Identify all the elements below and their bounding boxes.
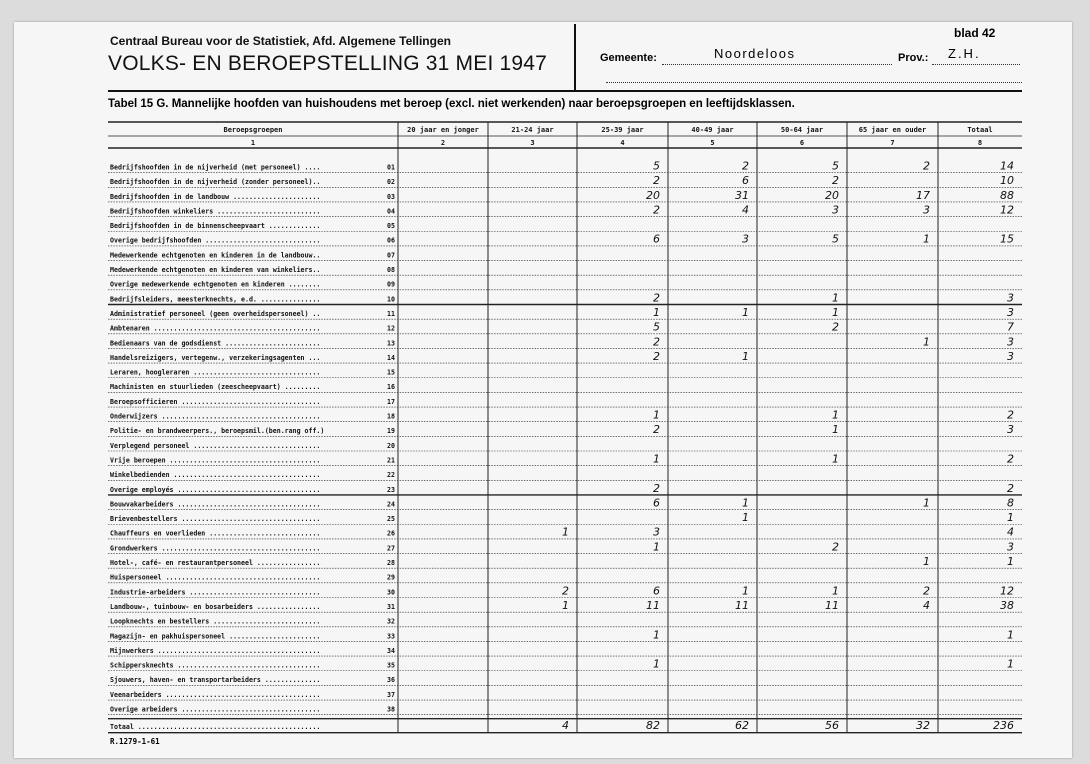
column-number: 4 bbox=[620, 139, 625, 147]
row-label: Loopknechts en bestellers ........................... bbox=[110, 617, 321, 626]
row-number: 08 bbox=[387, 266, 395, 274]
row-label: Bouwvakarbeiders .................................... bbox=[110, 500, 321, 509]
handwritten-value: 17 bbox=[916, 188, 930, 202]
row-number: 22 bbox=[387, 471, 395, 480]
handwritten-value: 10 bbox=[1000, 174, 1014, 188]
handwritten-value: 1 bbox=[653, 408, 660, 422]
handwritten-value: 1 bbox=[742, 511, 749, 525]
total-value: 62 bbox=[735, 719, 749, 733]
row-number: 17 bbox=[387, 397, 395, 406]
handwritten-value: 2 bbox=[742, 159, 749, 173]
handwritten-value: 2 bbox=[832, 174, 839, 188]
handwritten-value: 4 bbox=[742, 203, 749, 217]
row-number: 05 bbox=[387, 222, 395, 231]
gemeente-value: Noordeloos bbox=[714, 46, 796, 61]
handwritten-value: 1 bbox=[832, 584, 839, 598]
handwritten-value: 3 bbox=[1007, 305, 1014, 319]
handwritten-value: 1 bbox=[742, 496, 749, 510]
handwritten-value: 12 bbox=[1000, 584, 1014, 598]
gemeente-label: Gemeente: bbox=[600, 52, 657, 64]
handwritten-value: 5 bbox=[832, 159, 839, 173]
handwritten-value: 2 bbox=[1007, 408, 1014, 422]
row-number: 04 bbox=[387, 207, 395, 216]
handwritten-value: 11 bbox=[735, 598, 749, 612]
handwritten-value: 2 bbox=[1007, 452, 1014, 466]
handwritten-value: 4 bbox=[1007, 525, 1014, 539]
handwritten-value: 3 bbox=[1007, 335, 1014, 349]
handwritten-value: 2 bbox=[923, 584, 930, 598]
row-number: 32 bbox=[387, 617, 395, 626]
handwritten-value: 1 bbox=[832, 291, 839, 305]
row-number: 38 bbox=[387, 705, 395, 714]
handwritten-value: 1 bbox=[562, 525, 569, 539]
province-value: Z.H. bbox=[948, 46, 981, 61]
handwritten-value: 1 bbox=[923, 232, 930, 246]
row-label: Onderwijzers ........................................ bbox=[110, 412, 321, 421]
handwritten-value: 1 bbox=[742, 305, 749, 319]
row-label: Medewerkende echtgenoten en kinderen van winkeliers.. bbox=[110, 266, 321, 274]
page-number: blad 42 bbox=[954, 26, 996, 40]
row-label: Overige arbeiders ................................... bbox=[110, 705, 321, 714]
row-number: 15 bbox=[387, 368, 395, 377]
row-label: Handelsreizigers, vertegenw., verzekeringsagenten ... bbox=[110, 353, 321, 362]
total-value: 4 bbox=[562, 719, 569, 733]
row-label: Huispersoneel ....................................... bbox=[110, 573, 321, 582]
handwritten-value: 2 bbox=[653, 291, 660, 305]
column-number: 1 bbox=[250, 139, 256, 147]
form-title: VOLKS- EN BEROEPSTELLING 31 MEI 1947 bbox=[108, 52, 548, 75]
row-number: 20 bbox=[387, 441, 395, 450]
handwritten-value: 15 bbox=[1000, 232, 1014, 246]
row-label: Beroepsofficieren ................................... bbox=[110, 397, 321, 406]
row-number: 36 bbox=[387, 676, 395, 685]
row-number: 35 bbox=[387, 661, 395, 670]
census-form-sheet bbox=[14, 22, 1072, 758]
row-label: Leraren, hoogleraren ................................ bbox=[110, 368, 321, 377]
handwritten-value: 3 bbox=[832, 203, 839, 217]
row-label: Overige employés .................................... bbox=[110, 485, 321, 494]
row-label: Chauffeurs en voerlieden ............................ bbox=[110, 529, 321, 538]
handwritten-value: 20 bbox=[825, 188, 839, 202]
row-number: 34 bbox=[387, 646, 395, 655]
row-label: Medewerkende echtgenoten en kinderen in de landbouw.. bbox=[110, 251, 321, 260]
row-number: 24 bbox=[387, 500, 395, 509]
handwritten-value: 3 bbox=[653, 525, 660, 539]
column-number: 2 bbox=[440, 139, 446, 147]
handwritten-value: 3 bbox=[923, 203, 930, 217]
handwritten-value: 11 bbox=[646, 598, 660, 612]
handwritten-value: 14 bbox=[1000, 159, 1014, 173]
handwritten-value: 1 bbox=[1007, 555, 1014, 568]
row-label: Hotel-, café- en restaurantpersoneel ................ bbox=[110, 559, 321, 567]
handwritten-value: 2 bbox=[653, 203, 660, 217]
row-label: Machinisten en stuurlieden (zeescheepvaart) ......... bbox=[110, 383, 321, 392]
row-number: 31 bbox=[387, 602, 395, 611]
handwritten-value: 3 bbox=[1007, 540, 1014, 554]
row-label: Industrie-arbeiders ................................. bbox=[110, 588, 321, 597]
handwritten-value: 2 bbox=[653, 174, 660, 188]
row-number: 37 bbox=[387, 690, 395, 699]
handwritten-value: 2 bbox=[653, 335, 660, 349]
province-label: Prov.: bbox=[898, 52, 929, 64]
handwritten-value: 1 bbox=[832, 305, 839, 319]
row-number: 30 bbox=[387, 588, 395, 597]
row-number: 28 bbox=[387, 559, 395, 567]
row-number: 01 bbox=[387, 163, 395, 172]
row-label: Overige bedrijfshoofden ............................. bbox=[110, 236, 321, 245]
handwritten-value: 12 bbox=[1000, 203, 1014, 217]
row-number: 11 bbox=[387, 309, 395, 318]
handwritten-value: 1 bbox=[1007, 657, 1014, 671]
row-label: Ambtenaren .......................................... bbox=[110, 324, 321, 333]
row-label: Bedienaars van de godsdienst ........................ bbox=[110, 339, 321, 348]
row-label: Brievenbestellers ................................... bbox=[110, 515, 321, 524]
handwritten-value: 3 bbox=[1007, 423, 1014, 437]
handwritten-value: 1 bbox=[653, 305, 660, 319]
row-number: 02 bbox=[387, 178, 395, 187]
table-title: Tabel 15 G. Mannelijke hoofden van huishoudens met beroep (excl. niet werkenden) naar beroepsgroepen en leeftijdsklassen. bbox=[108, 98, 795, 110]
row-number: 13 bbox=[387, 339, 395, 348]
handwritten-value: 6 bbox=[653, 496, 660, 510]
row-number: 21 bbox=[387, 456, 395, 465]
handwritten-value: 1 bbox=[742, 584, 749, 598]
handwritten-value: 4 bbox=[923, 598, 930, 612]
handwritten-value: 2 bbox=[653, 349, 660, 363]
row-number: 18 bbox=[387, 412, 395, 421]
row-label: Veenarbeiders ....................................... bbox=[110, 690, 321, 699]
row-number: 06 bbox=[387, 236, 395, 245]
column-header: 65 jaar en ouder bbox=[858, 126, 927, 134]
column-header: 40-49 jaar bbox=[691, 126, 734, 134]
handwritten-value: 6 bbox=[742, 174, 749, 188]
row-label: Bedrijfshoofden in de binnenscheepvaart ............. bbox=[110, 222, 321, 231]
handwritten-value: 11 bbox=[825, 598, 839, 612]
handwritten-value: 1 bbox=[832, 452, 839, 466]
column-number: 6 bbox=[799, 139, 805, 147]
handwritten-value: 2 bbox=[832, 540, 839, 554]
row-label: Winkelbedienden ..................................... bbox=[110, 471, 321, 480]
row-number: 26 bbox=[387, 529, 395, 538]
organization-name: Centraal Bureau voor de Statistiek, Afd. Algemene Tellingen bbox=[110, 34, 451, 48]
handwritten-value: 2 bbox=[653, 481, 660, 495]
row-label: Bedrijfshoofden in de nijverheid (met personeel) .... bbox=[110, 163, 321, 172]
handwritten-value: 88 bbox=[1000, 188, 1014, 202]
handwritten-value: 1 bbox=[832, 408, 839, 422]
column-header: 50-64 jaar bbox=[780, 126, 824, 134]
handwritten-value: 1 bbox=[653, 657, 660, 671]
column-number: 7 bbox=[890, 139, 895, 147]
row-label: Bedrijfshoofden winkeliers .......................... bbox=[110, 207, 321, 216]
handwritten-value: 6 bbox=[653, 584, 660, 598]
handwritten-value: 2 bbox=[923, 159, 930, 173]
handwritten-value: 1 bbox=[562, 598, 569, 612]
row-label: Mijnwerkers ......................................... bbox=[110, 646, 321, 655]
handwritten-value: 1 bbox=[832, 423, 839, 437]
form-code: R.1279-1-61 bbox=[110, 737, 160, 746]
handwritten-value: 5 bbox=[653, 159, 660, 173]
total-label: Totaal .............................................. bbox=[110, 723, 321, 732]
handwritten-value: 1 bbox=[1007, 628, 1014, 642]
row-number: 16 bbox=[387, 383, 395, 392]
handwritten-value: 3 bbox=[742, 232, 749, 246]
handwritten-value: 5 bbox=[653, 320, 660, 334]
row-number: 19 bbox=[387, 427, 395, 436]
row-number: 03 bbox=[387, 192, 395, 201]
row-label: Politie- en brandweerpers., beroepsmil.(ben.rang off.) bbox=[110, 427, 325, 436]
handwritten-value: 1 bbox=[923, 496, 930, 510]
handwritten-value: 3 bbox=[1007, 291, 1014, 305]
column-header: 21-24 jaar bbox=[511, 126, 554, 134]
row-number: 07 bbox=[387, 251, 395, 260]
row-label: Magazijn- en pakhuispersoneel ....................... bbox=[110, 632, 321, 641]
total-value: 56 bbox=[825, 719, 839, 733]
total-value: 32 bbox=[916, 719, 930, 733]
column-number: 3 bbox=[530, 139, 535, 147]
handwritten-value: 1 bbox=[653, 452, 660, 466]
row-number: 14 bbox=[387, 353, 395, 362]
row-label: Overige medewerkende echtgenoten en kinderen ........ bbox=[110, 280, 321, 289]
handwritten-value: 8 bbox=[1007, 496, 1014, 510]
row-number: 09 bbox=[387, 280, 395, 289]
column-number: 5 bbox=[710, 139, 715, 147]
row-number: 12 bbox=[387, 324, 395, 333]
column-number: 8 bbox=[977, 139, 983, 147]
row-number: 25 bbox=[387, 515, 395, 524]
handwritten-value: 1 bbox=[923, 555, 930, 568]
handwritten-value: 1 bbox=[653, 540, 660, 554]
handwritten-value: 31 bbox=[735, 188, 749, 202]
row-number: 27 bbox=[387, 544, 395, 553]
row-number: 33 bbox=[387, 632, 395, 641]
column-header: 25-39 jaar bbox=[601, 126, 644, 134]
column-header: Beroepsgroepen bbox=[223, 126, 283, 134]
handwritten-value: 1 bbox=[653, 628, 660, 642]
handwritten-value: 1 bbox=[742, 349, 749, 363]
row-label: Schippersknechts .................................... bbox=[110, 661, 321, 670]
row-label: Grondwerkers ........................................ bbox=[110, 544, 321, 553]
handwritten-value: 5 bbox=[832, 232, 839, 246]
handwritten-value: 1 bbox=[1007, 511, 1014, 525]
handwritten-value: 3 bbox=[1007, 349, 1014, 363]
row-label: Bedrijfshoofden in de landbouw ...................... bbox=[110, 192, 321, 201]
handwritten-value: 2 bbox=[832, 320, 839, 334]
row-label: Administratief personeel (geen overheidspersoneel) .. bbox=[110, 309, 321, 318]
row-label: Landbouw-, tuinbouw- en bosarbeiders ................ bbox=[110, 602, 321, 611]
handwritten-value: 7 bbox=[1007, 320, 1014, 334]
row-number: 23 bbox=[387, 485, 395, 494]
handwritten-value: 6 bbox=[653, 232, 660, 246]
total-value: 236 bbox=[993, 719, 1014, 733]
handwritten-value: 2 bbox=[653, 423, 660, 437]
row-label: Bedrijfshoofden in de nijverheid (zonder personeel).. bbox=[110, 178, 321, 187]
handwritten-value: 1 bbox=[923, 335, 930, 349]
row-label: Sjouwers, haven- en transportarbeiders .............. bbox=[110, 676, 321, 685]
column-header: 20 jaar en jonger bbox=[407, 126, 479, 134]
row-number: 29 bbox=[387, 573, 395, 582]
row-number: 10 bbox=[387, 295, 395, 304]
row-label: Verplegend personeel ................................ bbox=[110, 441, 321, 450]
total-value: 82 bbox=[646, 719, 660, 733]
data-table-grid bbox=[14, 22, 1072, 758]
handwritten-value: 20 bbox=[646, 188, 660, 202]
handwritten-value: 2 bbox=[1007, 481, 1014, 495]
row-label: Bedrijfsleiders, meesterknechts, e.d. ............... bbox=[110, 295, 321, 304]
handwritten-value: 2 bbox=[562, 584, 569, 598]
column-header: Totaal bbox=[967, 126, 993, 134]
handwritten-value: 38 bbox=[1000, 598, 1014, 612]
row-label: Vrije beroepen ...................................... bbox=[110, 456, 321, 465]
